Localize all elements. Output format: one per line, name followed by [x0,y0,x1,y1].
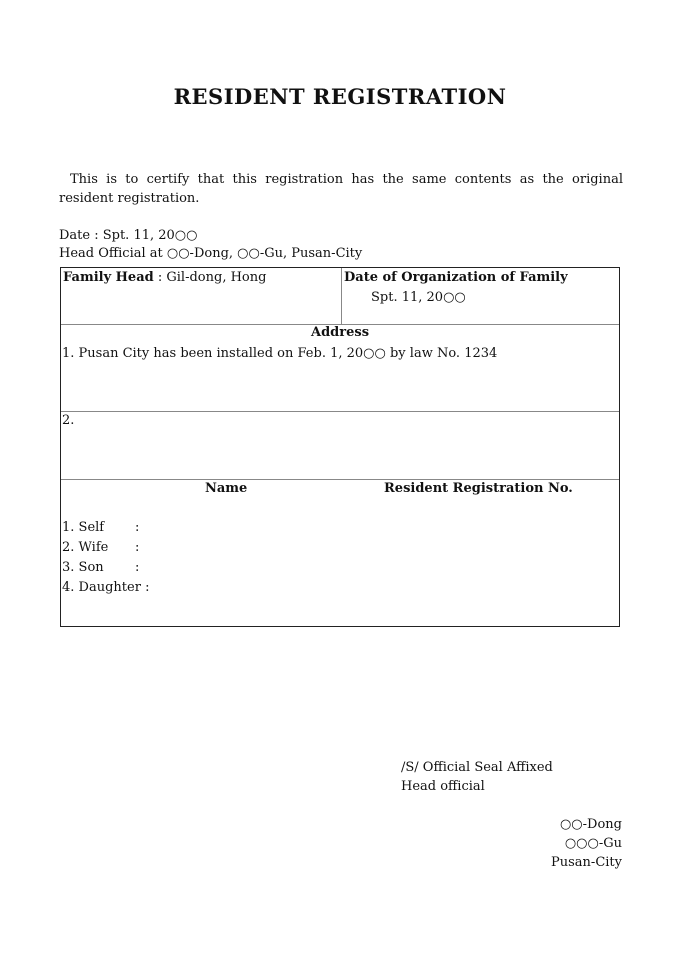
issue-date: Date : Spt. 11, 20○○ [59,228,198,243]
head-official-signature: Head official [401,779,485,794]
member-row-son [62,560,104,575]
member-colon: : [135,560,140,575]
member-row-wife [62,540,108,555]
family-head-value: : Gil-dong, Hong [157,270,267,285]
row-divider [61,479,619,480]
certification-text: This is to certify that this registration has the same contents as the original resident registration. [59,172,623,206]
member-colon: : [135,520,140,535]
member-row-self [62,520,104,535]
member-label: 3. Son [62,560,104,575]
official-seal-line: /S/ Official Seal Affixed [401,760,553,775]
issuer-city: Pusan-City [551,855,622,870]
address-line-2: 2. [62,413,75,428]
row-divider [61,411,619,412]
registration-table [60,267,620,627]
member-label: 1. Self [62,520,105,535]
family-head-cell [63,270,266,285]
issuer-gu: ○○○-Gu [564,836,622,851]
name-column-header: Name [205,481,248,496]
member-row-daughter [62,580,149,595]
column-divider [341,268,342,324]
issuer-dong: ○○-Dong [559,817,622,832]
member-colon: : [145,580,150,595]
address-header: Address [310,325,370,340]
document-title: RESIDENT REGISTRATION [173,84,507,109]
org-date-value: Spt. 11, 20○○ [371,290,466,305]
rrn-column-header: Resident Registration No. [384,481,573,496]
org-date-label: Date of Organization of Family [344,270,568,285]
member-label: 2. Wife [62,540,109,555]
head-official-location: Head Official at ○○-Dong, ○○-Gu, Pusan-City [59,246,363,261]
address-line-1: 1. Pusan City has been installed on Feb. 1, 20○○ by law No. 1234 [62,346,498,361]
member-colon: : [135,540,140,555]
member-label: 4. Daughter [62,580,141,595]
family-head-label: Family Head [63,270,154,285]
